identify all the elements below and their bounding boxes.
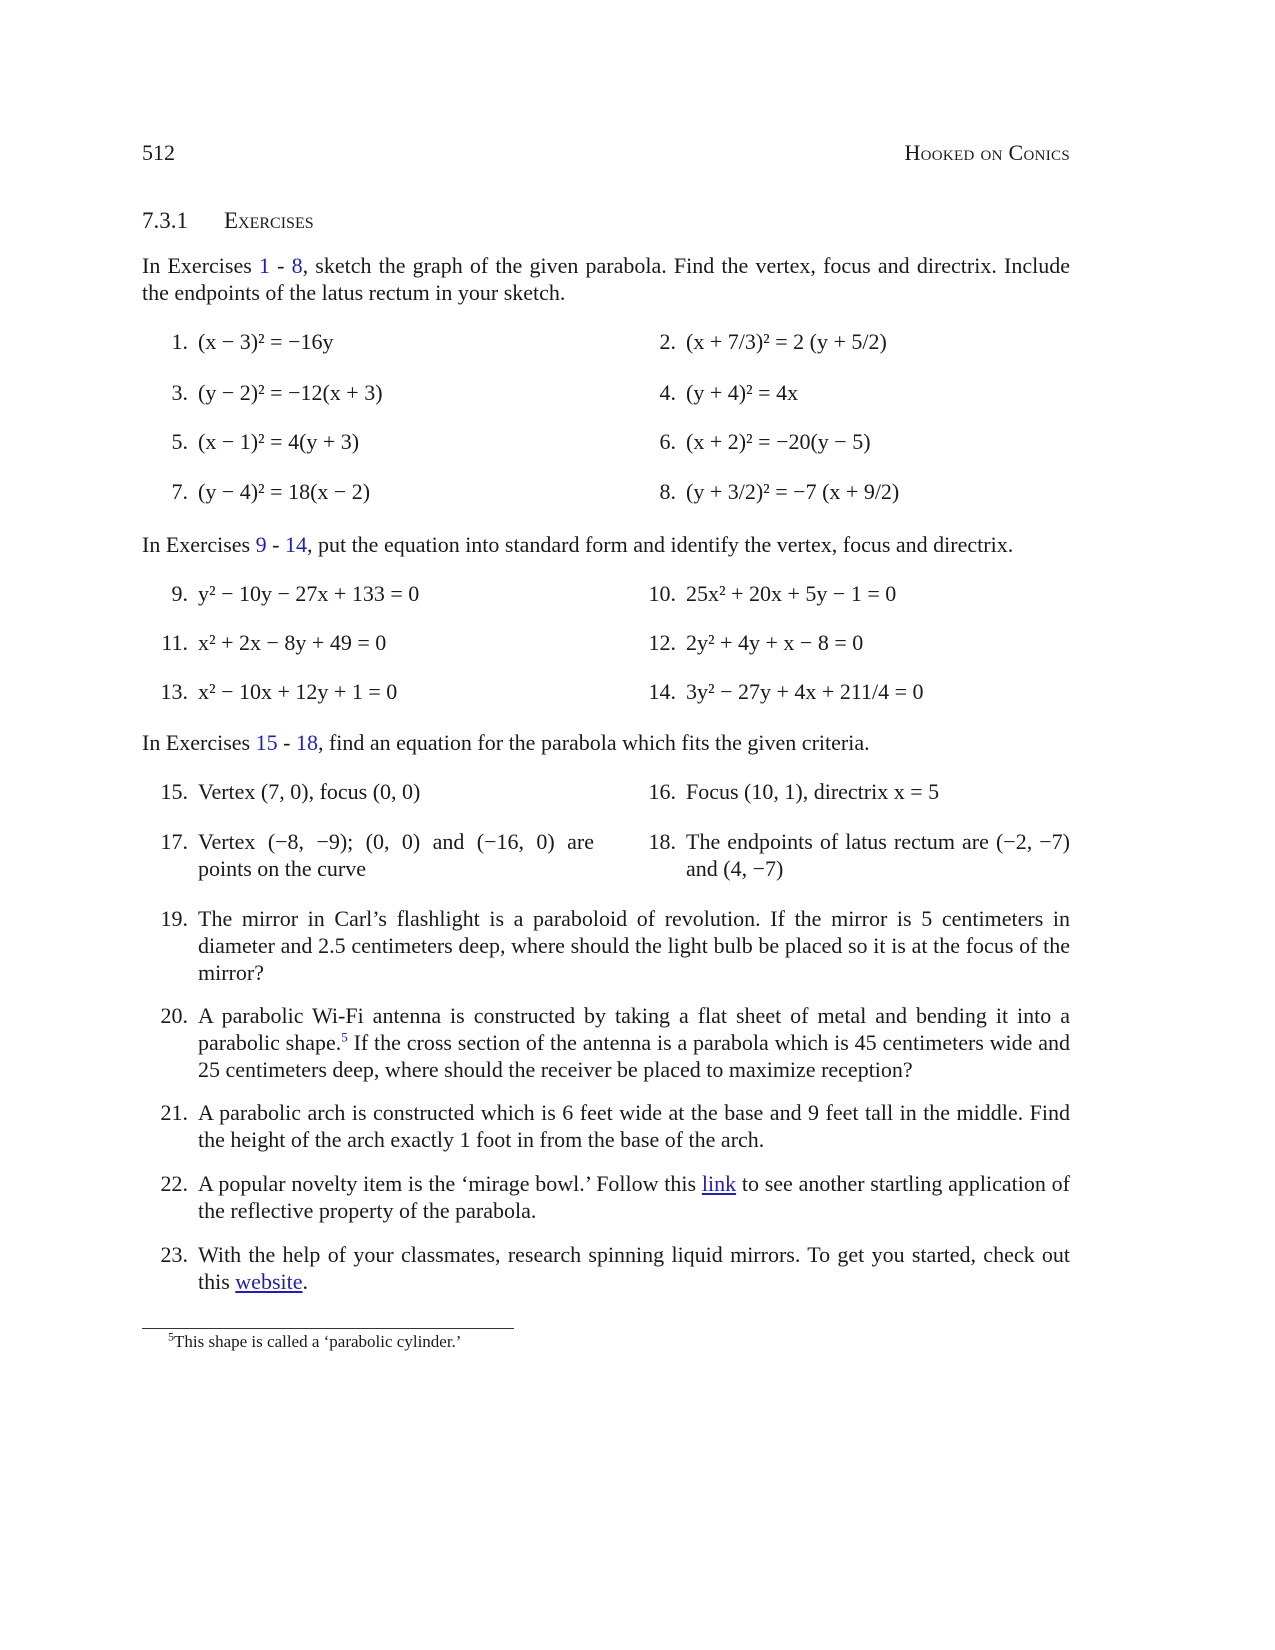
exercise-equation: (x − 3)² = −16y bbox=[198, 329, 334, 354]
exercise-number: 8. bbox=[659, 479, 676, 504]
footnote-number: 5 bbox=[168, 1329, 174, 1344]
exercise-number: 19. bbox=[160, 906, 188, 931]
exercise-number: 2. bbox=[659, 329, 676, 354]
exercise-number: 10. bbox=[648, 581, 676, 606]
exercise-equation: (x + 7/3)² = 2 (y + 5/2) bbox=[686, 329, 887, 354]
exercise-text-part: A parabolic Wi-Fi antenna is constructed by taking a flat sheet of metal and bending it into a parabolic shape. bbox=[198, 1003, 1070, 1055]
intro-text: - bbox=[269, 253, 292, 278]
exercise-equation: y² − 10y − 27x + 133 = 0 bbox=[198, 581, 420, 606]
exercise-number: 16. bbox=[648, 779, 676, 804]
exercise-number: 4. bbox=[659, 380, 676, 405]
exercise-text: Vertex (7, 0), focus (0, 0) bbox=[198, 779, 421, 804]
group-intro-1 bbox=[142, 252, 1070, 306]
exercise-number: 11. bbox=[161, 630, 188, 655]
page-number: 512 bbox=[142, 140, 175, 165]
exercise-number: 9. bbox=[171, 581, 188, 606]
exercise-text-part: to see another startling application of the reflective property of the parabola. bbox=[198, 1171, 1070, 1223]
group-intro-2 bbox=[142, 531, 1070, 558]
section-title: Exercises bbox=[224, 208, 314, 233]
intro-text: In Exercises bbox=[142, 730, 256, 755]
exercise-text-part: . bbox=[302, 1269, 308, 1294]
exercise-number: 15. bbox=[160, 779, 188, 804]
intro-text: In Exercises bbox=[142, 532, 256, 557]
exercise-equation: (y − 2)² = −12(x + 3) bbox=[198, 380, 383, 405]
exercise-number: 23. bbox=[160, 1242, 188, 1267]
liquid-mirrors-website-link[interactable]: website bbox=[235, 1269, 303, 1294]
exercise-text-part: A popular novelty item is the ‘mirage bowl.’ Follow this bbox=[198, 1171, 702, 1196]
exercise-text: A parabolic arch is constructed which is 6 feet wide at the base and 9 feet tall in the middle. Find the height of the arch exactly 1 foot in from the base of the arch. bbox=[198, 1100, 1070, 1152]
exercise-number: 1. bbox=[171, 329, 188, 354]
exercise-ref-link[interactable]: 18 bbox=[295, 730, 318, 755]
footnote-rule bbox=[142, 1328, 514, 1329]
exercise-number: 22. bbox=[160, 1171, 188, 1196]
exercise-equation: (y − 4)² = 18(x − 2) bbox=[198, 479, 371, 504]
exercise-number: 14. bbox=[648, 679, 676, 704]
running-header bbox=[142, 140, 1070, 170]
exercise-equation: (y + 4)² = 4x bbox=[686, 380, 799, 405]
exercise-number: 5. bbox=[171, 429, 188, 454]
exercise-number: 18. bbox=[648, 829, 676, 854]
exercise-text: The endpoints of latus rectum are (−2, −7) and (4, −7) bbox=[686, 829, 1070, 881]
intro-text: In Exercises bbox=[142, 253, 259, 278]
exercise-number: 3. bbox=[171, 380, 188, 405]
exercise-ref-link[interactable]: 8 bbox=[291, 253, 303, 278]
exercise-text bbox=[198, 1241, 1070, 1295]
group-intro-3 bbox=[142, 729, 1070, 756]
chapter-title: Hooked on Conics bbox=[904, 140, 1070, 165]
exercise-ref-link[interactable]: 14 bbox=[284, 532, 307, 557]
exercise-number: 17. bbox=[160, 829, 188, 854]
exercise-equation: 3y² − 27y + 4x + 211/4 = 0 bbox=[686, 679, 924, 704]
exercise-number: 20. bbox=[160, 1003, 188, 1028]
exercise-text-part: With the help of your classmates, research spinning liquid mirrors. To get you started, check out this bbox=[198, 1242, 1070, 1294]
exercise-equation: 2y² + 4y + x − 8 = 0 bbox=[686, 630, 864, 655]
exercise-text bbox=[198, 1002, 1070, 1083]
exercise-equation: (x + 2)² = −20(y − 5) bbox=[686, 429, 871, 454]
exercise-equation: (x − 1)² = 4(y + 3) bbox=[198, 429, 360, 454]
exercise-number: 6. bbox=[659, 429, 676, 454]
exercise-equation: x² + 2x − 8y + 49 = 0 bbox=[198, 630, 387, 655]
intro-text: - bbox=[266, 532, 285, 557]
exercise-equation: (y + 3/2)² = −7 (x + 9/2) bbox=[686, 479, 900, 504]
footnote-marker-link[interactable]: 5 bbox=[341, 1029, 348, 1045]
section-number: 7.3.1 bbox=[142, 208, 188, 233]
footnote bbox=[168, 1329, 462, 1352]
footnote-text: This shape is called a ‘parabolic cylinder.’ bbox=[174, 1332, 462, 1351]
exercise-equation: x² − 10x + 12y + 1 = 0 bbox=[198, 679, 398, 704]
exercise-ref-link[interactable]: 1 bbox=[258, 253, 270, 278]
intro-text: , find an equation for the parabola which fits the given criteria. bbox=[317, 730, 870, 755]
exercise-number: 7. bbox=[171, 479, 188, 504]
exercise-text bbox=[198, 1170, 1070, 1224]
exercise-text: Focus (10, 1), directrix x = 5 bbox=[686, 779, 940, 804]
mirage-bowl-link[interactable]: link bbox=[701, 1171, 737, 1196]
exercise-number: 12. bbox=[648, 630, 676, 655]
intro-text: - bbox=[277, 730, 296, 755]
intro-text: , put the equation into standard form and identify the vertex, focus and directrix. bbox=[306, 532, 1014, 557]
exercise-text: The mirror in Carl’s flashlight is a paraboloid of revolution. If the mirror is 5 centimeters in diameter and 2.5 centimeters deep, where should the light bulb be placed so it is at the focus of the mirror? bbox=[198, 906, 1070, 985]
exercise-number: 13. bbox=[160, 679, 188, 704]
exercise-number: 21. bbox=[160, 1100, 188, 1125]
intro-text: , sketch the graph of the given parabola. Find the vertex, focus and directrix. Include the endpoints of the latus rectum in your sketch. bbox=[142, 253, 1070, 305]
section-heading bbox=[142, 208, 314, 234]
exercise-equation: 25x² + 20x + 5y − 1 = 0 bbox=[686, 581, 897, 606]
exercise-ref-link[interactable]: 9 bbox=[255, 532, 267, 557]
exercise-text-part: If the cross section of the antenna is a parabola which is 45 centimeters wide and 25 centimeters deep, where should the receiver be placed to maximize reception? bbox=[198, 1030, 1071, 1082]
exercise-ref-link[interactable]: 15 bbox=[255, 730, 278, 755]
exercise-text: Vertex (−8, −9); (0, 0) and (−16, 0) are points on the curve bbox=[198, 829, 594, 881]
